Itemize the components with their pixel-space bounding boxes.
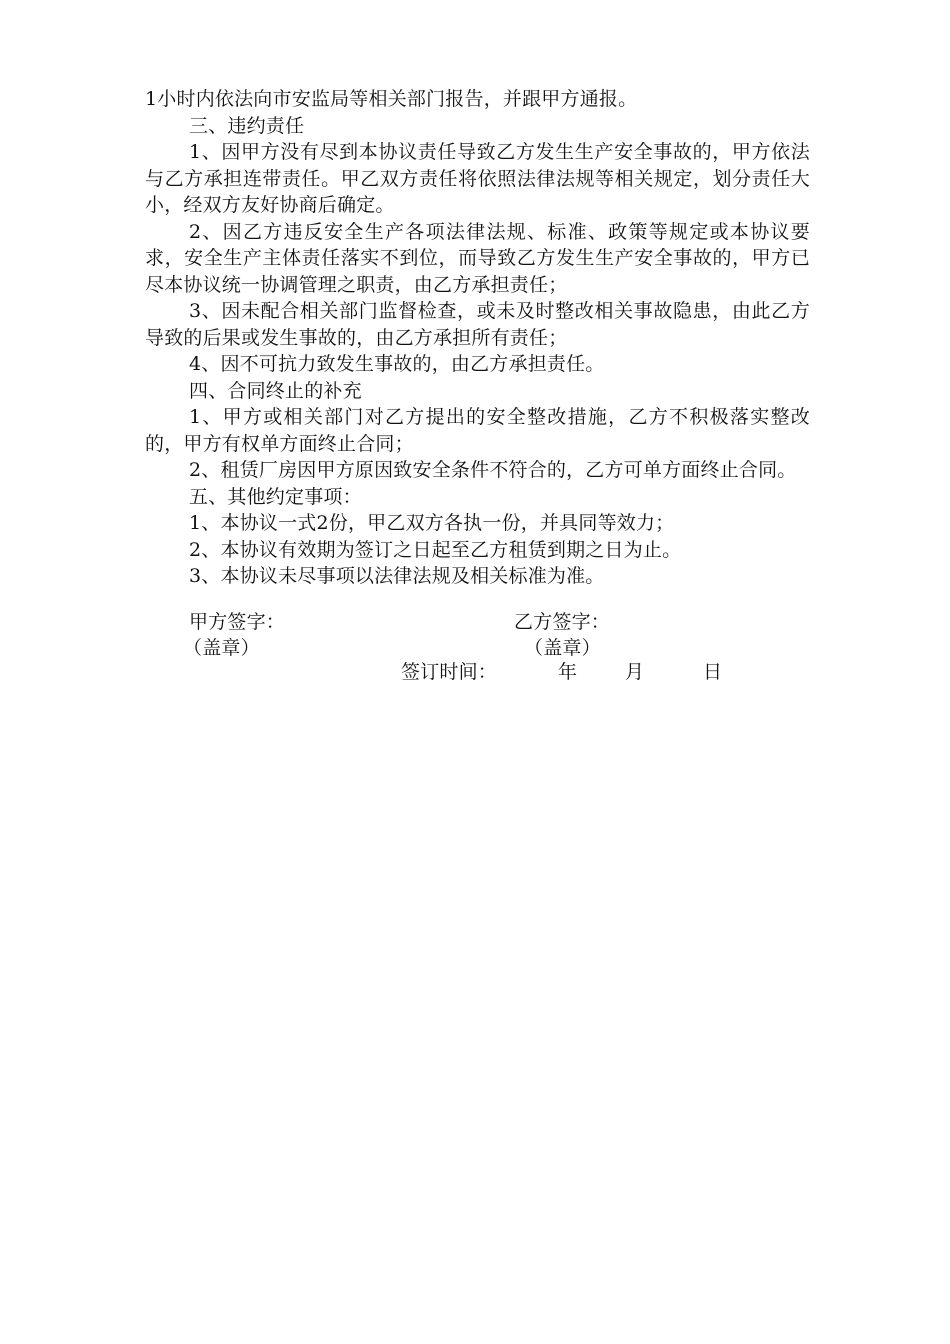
paragraph-other-3: 3、本协议未尽事项以法律法规及相关标准为准。 <box>189 565 605 587</box>
paragraph-other-2: 2、本协议有效期为签订之日起至乙方租赁到期之日为止。 <box>189 538 682 561</box>
paragraph-breach-3: 3、因未配合相关部门监督检查，或未及时整改相关事故隐患，由此乙方导致的后果或发生事故的，由乙方承担所有责任； <box>145 300 810 349</box>
document-body <box>145 86 810 590</box>
paragraph-breach-2: 2、因乙方违反安全生产各项法律法规、标准、政策等规定或本协议要求，安全生产主体责任落实不到位，而导致乙方发生生产安全事故的，甲方已尽本协议统一协调管理之职责，由乙方承担责任； <box>145 220 810 296</box>
section-heading-breach: 三、违约责任 <box>189 114 305 137</box>
paragraph-other-1: 1、本协议一式2份，甲乙双方各执一份，并具同等效力； <box>189 512 675 534</box>
section-heading-other: 五、其他约定事项： <box>189 485 362 508</box>
paragraph-termination-2: 2、租赁厂房因甲方原因致安全条件不符合的，乙方可单方面终止合同。 <box>189 459 797 481</box>
paragraph-1: 1小时内依法向市安监局等相关部门报告，并跟甲方通报。 <box>145 88 638 110</box>
paragraph-breach-4: 4、因不可抗力致发生事故的，由乙方承担责任。 <box>189 353 605 375</box>
section-heading-termination: 四、合同终止的补充 <box>189 379 362 402</box>
party-a-seal-label: （盖章） <box>183 637 260 659</box>
paragraph-breach-1: 1、因甲方没有尽到本协议责任导致乙方发生生产安全事故的，甲方依法与乙方承担连带责任。甲乙双方责任将依照法律法规等相关规定，划分责任大小，经双方友好协商后确定。 <box>145 141 810 216</box>
date-year-label: 年 <box>558 661 578 683</box>
party-b-signature-label: 乙方签字： <box>514 611 611 633</box>
date-month-label: 月 <box>625 661 645 683</box>
date-day-label: 日 <box>703 661 723 683</box>
party-b-seal-label: （盖章） <box>524 637 601 659</box>
paragraph-termination-1: 1、甲方或相关部门对乙方提出的安全整改措施，乙方不积极落实整改的，甲方有权单方面终止合同； <box>145 406 810 455</box>
party-a-signature-label: 甲方签字： <box>189 611 286 633</box>
signing-date-label: 签订时间： <box>401 661 498 683</box>
